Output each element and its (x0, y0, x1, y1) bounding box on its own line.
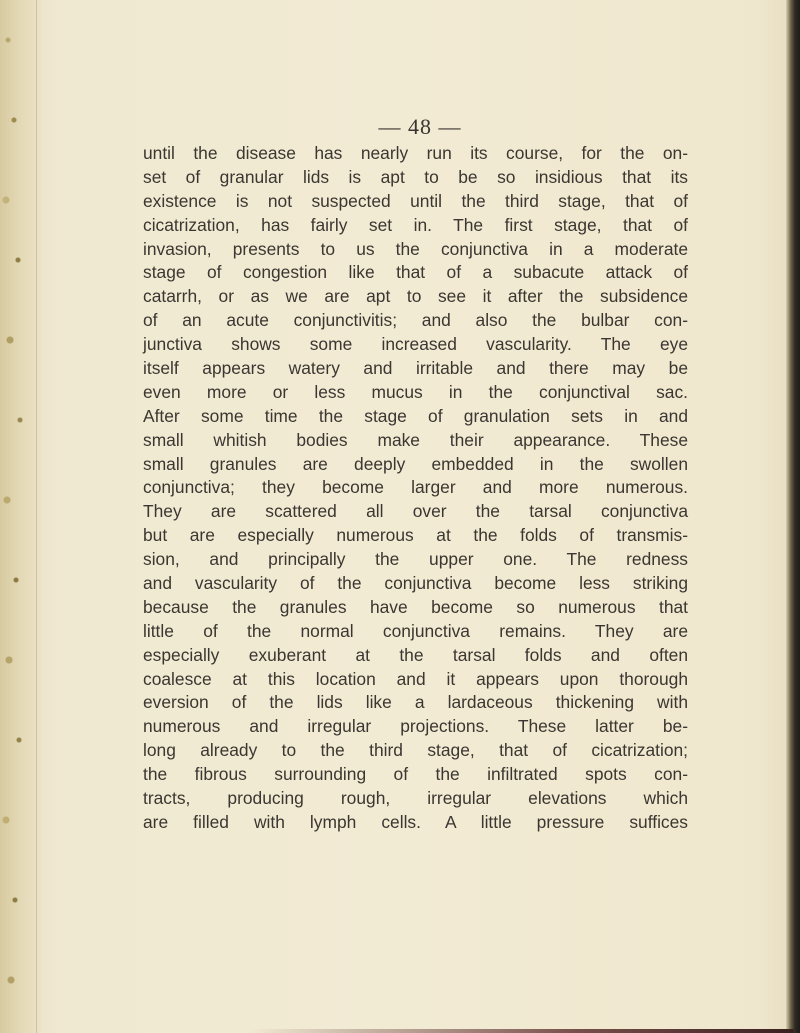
text-line: set of granular lids is apt to be so insidious that its (143, 166, 688, 187)
text-line: small granules are deeply embedded in the swollen (143, 453, 688, 474)
page-bottom-edge (250, 1029, 794, 1033)
text-line: the fibrous surrounding of the infiltrated spots con- (143, 764, 688, 785)
text-line: especially exuberant at the tarsal folds and often (143, 644, 688, 665)
text-line: long already to the third stage, that of cicatrization; (143, 740, 688, 761)
text-line: numerous and irregular projections. These latter be- (143, 716, 688, 737)
page-number: — 48 — (378, 114, 462, 139)
text-line: existence is not suspected until the third stage, that of (143, 190, 688, 211)
text-line: stage of congestion like that of a subacute attack of (143, 262, 688, 283)
text-line: because the granules have become so numerous that (143, 596, 688, 617)
text-line: They are scattered all over the tarsal conjunctiva (143, 501, 688, 522)
text-line: are filled with lymph cells. A little pressure suffices (143, 811, 688, 832)
body-text (143, 142, 688, 835)
text-line: cicatrization, has fairly set in. The first stage, that of (143, 214, 688, 235)
text-line: coalesce at this location and it appears upon thorough (143, 668, 688, 689)
text-line: and vascularity of the conjunctiva become less striking (143, 573, 688, 594)
text-line: catarrh, or as we are apt to see it after the subsidence (143, 286, 688, 307)
text-line: tracts, producing rough, irregular elevations which (143, 788, 688, 809)
page-right-edge (786, 0, 800, 1033)
text-line: little of the normal conjunctiva remains. They are (143, 620, 688, 641)
text-line: conjunctiva; they become larger and more numerous. (143, 477, 688, 498)
text-line: small whitish bodies make their appearance. These (143, 429, 688, 450)
text-line: invasion, presents to us the conjunctiva in a moderate (143, 238, 688, 259)
gutter-line (36, 0, 37, 1033)
text-line: but are especially numerous at the folds of transmis- (143, 525, 688, 546)
text-line: sion, and principally the upper one. The redness (143, 549, 688, 570)
text-line: even more or less mucus in the conjunctival sac. (143, 381, 688, 402)
text-line: eversion of the lids like a lardaceous thickening with (143, 692, 688, 713)
text-line: until the disease has nearly run its course, for the on- (143, 143, 688, 163)
text-line: itself appears watery and irritable and there may be (143, 358, 688, 379)
text-line: junctiva shows some increased vascularity. The eye (143, 334, 688, 355)
text-line: After some time the stage of granulation sets in and (143, 405, 688, 426)
text-line: of an acute conjunctivitis; and also the bulbar con- (143, 310, 688, 331)
